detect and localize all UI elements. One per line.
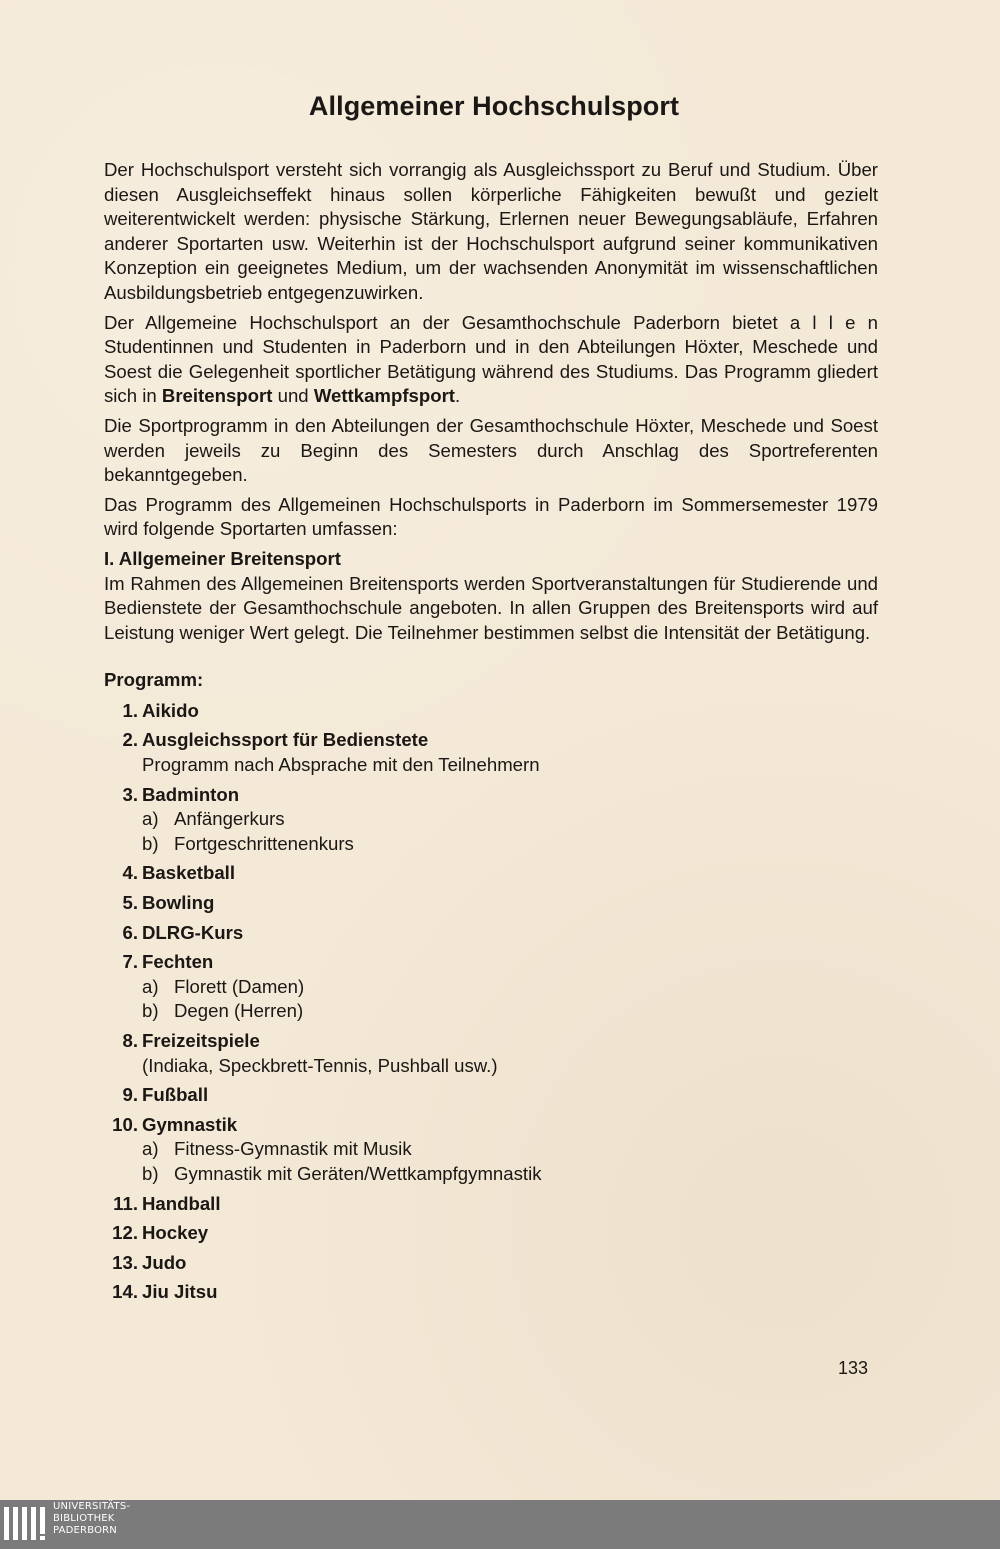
library-logo-icon	[4, 1505, 46, 1542]
program-item-name: Ausgleichssport für Bedienstete	[142, 729, 429, 751]
program-subitem-letter: b)	[142, 1000, 159, 1022]
program-subitem-text: Florett (Damen)	[174, 975, 305, 997]
wettkampfsport-term: Wettkampfsport	[313, 385, 455, 407]
program-subitem-letter: b)	[142, 1162, 159, 1184]
page-number: 133	[838, 1358, 869, 1378]
section-heading: I. Allgemeiner Breitensport	[104, 547, 341, 569]
paragraph-offer-middle: Studentinnen und Studenten in Paderborn und in den Abteilungen Höxter, Meschede und Soest die Gelegenheit sportlicher Betätigung während des Studiums. Das Programm gliedert sich in	[104, 336, 878, 407]
program-item-number: 9.	[122, 1084, 138, 1106]
program-subitem	[138, 1162, 878, 1187]
paragraph-summer-program: Das Programm des Allgemeinen Hochschulsports in Paderborn im Sommersemester 1979 wird folgende Sportarten umfassen:	[104, 493, 878, 540]
program-item-name: Gymnastik	[142, 1113, 238, 1135]
program-item-name: Badminton	[142, 783, 240, 805]
program-subitem-text: Fitness-Gymnastik mit Musik	[174, 1138, 412, 1160]
library-name-line-3: PADERBORN	[53, 1525, 117, 1536]
program-item-number: 13.	[112, 1251, 138, 1273]
program-item-number: 7.	[122, 951, 138, 973]
paragraph-offer-start: Der Allgemeine Hochschulsport an der Gesamthochschule Paderborn bietet	[104, 311, 778, 333]
document-body	[104, 158, 878, 1310]
program-item-name: Bowling	[142, 892, 215, 914]
paragraph-offer-emphasis: a l l e n	[789, 311, 878, 333]
program-subitem	[138, 1137, 878, 1162]
program-item-8	[104, 1029, 878, 1078]
program-item-number: 5.	[122, 892, 138, 914]
program-item-name: Jiu Jitsu	[142, 1281, 218, 1303]
program-item-number: 10.	[112, 1113, 138, 1135]
program-subitem	[138, 975, 878, 1000]
library-name-line-2: BIBLIOTHEK	[53, 1513, 115, 1524]
program-item-9	[104, 1083, 878, 1108]
paragraph-offer-end: .	[455, 385, 461, 407]
program-item-name: Basketball	[142, 862, 236, 884]
program-subitem	[138, 807, 878, 832]
program-item-14	[104, 1280, 878, 1305]
program-subitem-text: Anfängerkurs	[174, 808, 285, 830]
program-subitem-text: Fortgeschrittenenkurs	[174, 832, 354, 854]
program-item-10	[104, 1113, 878, 1187]
program-subitem	[138, 999, 878, 1024]
program-subitem-letter: b)	[142, 832, 159, 854]
program-item-number: 12.	[112, 1222, 138, 1244]
program-item-4	[104, 861, 878, 886]
program-item-number: 6.	[122, 921, 138, 943]
program-item-5	[104, 891, 878, 916]
program-item-7	[104, 950, 878, 1024]
program-item-name: Freizeitspiele	[142, 1030, 260, 1051]
program-item-1	[104, 699, 878, 724]
program-item-12	[104, 1221, 878, 1246]
program-subitem-text: Degen (Herren)	[174, 1000, 304, 1022]
program-item-name: Fechten	[142, 951, 214, 973]
page-title: Allgemeiner Hochschulsport	[308, 91, 680, 121]
library-name	[53, 1501, 130, 1537]
program-item-6	[104, 921, 878, 946]
program-item-number: 11.	[113, 1192, 138, 1214]
paragraph-intro: Der Hochschulsport versteht sich vorrangig als Ausgleichssport zu Beruf und Studium. Über diesen Ausgleichseffekt hinaus sollen körperliche Fähigkeiten bewußt und gezielt weiterentwickelt werden: physische Stärkung, Erlernen neuer Bewegungsabläufe, Erfahren anderer Sportarten usw. Weiterhin ist der Hochschulsport aufgrund seiner kommunikativen Konzeption ein geeignetes Medium, um der wachsenden Anonymität im wissenschaftlichen Ausbildungsbetrieb entgegenzuwirken.	[104, 159, 878, 303]
program-item-name: Fußball	[142, 1084, 209, 1106]
program-list	[104, 699, 878, 1305]
program-item-11	[104, 1192, 878, 1217]
program-heading: Programm:	[104, 669, 204, 691]
paragraph-offer-and: und	[277, 385, 309, 407]
section-text: Im Rahmen des Allgemeinen Breitensports werden Sportveranstaltungen für Studierende und Bedienstete der Gesamthochschule angeboten. In allen Gruppen des Breitensports wird auf Leistung weniger Wert gelegt. Die Teilnehmer bestimmen selbst die Intensität der Betätigung.	[104, 572, 878, 643]
program-subitem-letter: a)	[142, 1138, 159, 1160]
program-item-number: 2.	[122, 729, 138, 751]
program-item-13	[104, 1251, 878, 1276]
program-item-number: 3.	[122, 783, 138, 805]
paragraph-offer	[104, 311, 878, 409]
program-item-name: Aikido	[142, 699, 199, 721]
library-name-line-1: UNIVERSITÄTS-	[53, 1501, 131, 1512]
breitensport-term: Breitensport	[161, 385, 273, 407]
program-subitem	[138, 832, 878, 857]
program-item-note: Programm nach Absprache mit den Teilnehmern	[142, 754, 540, 776]
program-item-3	[104, 783, 878, 857]
library-footer	[0, 1500, 1000, 1549]
program-item-number: 8.	[122, 1030, 138, 1051]
program-item-name: DLRG-Kurs	[142, 921, 244, 943]
program-item-note: (Indiaka, Speckbrett-Tennis, Pushball usw.)	[142, 1054, 498, 1076]
paragraph-departments: Die Sportprogramm in den Abteilungen der Gesamthochschule Höxter, Meschede und Soest werden jeweils zu Beginn des Semesters durch Anschlag des Sportreferenten bekanntgegeben.	[104, 414, 878, 486]
program-item-number: 4.	[122, 862, 138, 884]
program-item-name: Handball	[142, 1192, 221, 1214]
program-subitem-text: Gymnastik mit Geräten/Wettkampfgymnastik	[174, 1162, 542, 1184]
program-item-number: 14.	[112, 1281, 138, 1303]
program-item-2	[104, 728, 878, 777]
program-subitem-letter: a)	[142, 975, 159, 997]
program-item-name: Judo	[142, 1251, 187, 1273]
program-item-name: Hockey	[142, 1222, 209, 1244]
program-subitem-letter: a)	[142, 808, 159, 830]
program-item-number: 1.	[122, 699, 138, 721]
